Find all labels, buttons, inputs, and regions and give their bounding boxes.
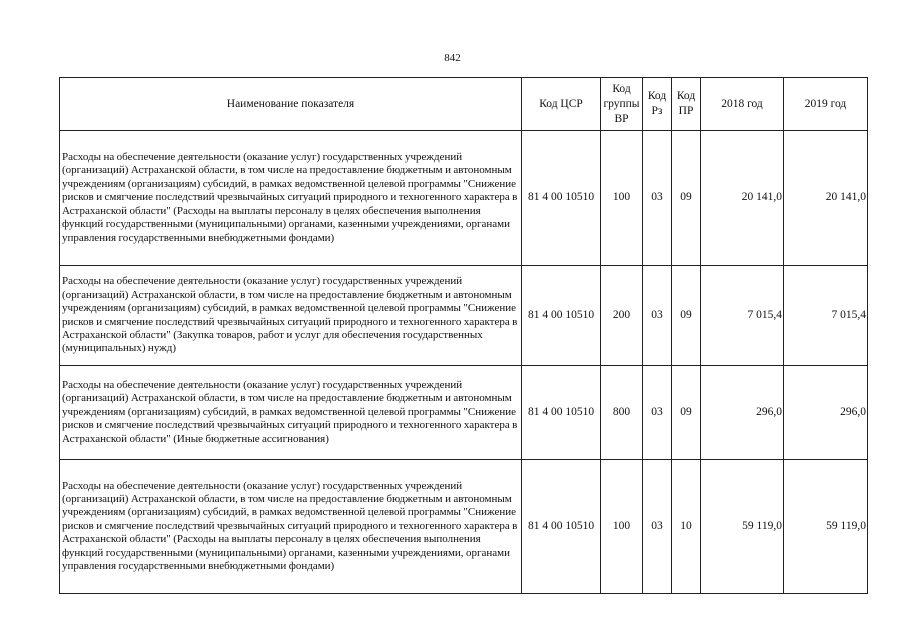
header-vr: Код группы ВР: [601, 78, 643, 131]
cell-csr: 81 4 00 10510: [522, 266, 601, 366]
header-rz: Код Рз: [643, 78, 672, 131]
cell-vr: 100: [601, 131, 643, 266]
cell-rz: 03: [643, 131, 672, 266]
cell-2018: 7 015,4: [701, 266, 784, 366]
cell-2018: 59 119,0: [701, 460, 784, 594]
cell-2018: 296,0: [701, 366, 784, 460]
cell-pr: 09: [672, 266, 701, 366]
cell-2019: 20 141,0: [784, 131, 868, 266]
header-2019: 2019 год: [784, 78, 868, 131]
header-name: Наименование показателя: [60, 78, 522, 131]
page-number: 842: [444, 52, 461, 64]
budget-table: [59, 77, 868, 594]
cell-pr: 09: [672, 131, 701, 266]
cell-2018: 20 141,0: [701, 131, 784, 266]
table-row: [60, 366, 868, 460]
table-row: [60, 266, 868, 366]
cell-rz: 03: [643, 366, 672, 460]
table-row: [60, 131, 868, 266]
cell-pr: 09: [672, 366, 701, 460]
cell-csr: 81 4 00 10510: [522, 460, 601, 594]
cell-rz: 03: [643, 460, 672, 594]
header-2018: 2018 год: [701, 78, 784, 131]
cell-vr: 200: [601, 266, 643, 366]
cell-name: Расходы на обеспечение деятельности (оказание услуг) государственных учреждений (организаций) Астраханской области, в том числе на предоставление бюджетным и автономным учреждениям (организациям) субсидий, в рамках ведомственной целевой программы "Снижение рисков и смягчение последствий чрезвычайных ситуаций природного и техногенного характера в Астраханской области" (Иные бюджетные ассигнования): [60, 366, 522, 460]
header-csr: Код ЦСР: [522, 78, 601, 131]
cell-pr: 10: [672, 460, 701, 594]
table-row: [60, 460, 868, 594]
table-header-row: [60, 78, 868, 131]
cell-name: Расходы на обеспечение деятельности (оказание услуг) государственных учреждений (организаций) Астраханской области, в том числе на предоставление бюджетным и автономным учреждениям (организациям) субсидий, в рамках ведомственной целевой программы "Снижение рисков и смягчение последствий чрезвычайных ситуаций природного и техногенного характера в Астраханской области" (Расходы на выплаты персоналу в целях обеспечения выполнения функций государственными (муниципальными) органами, казенными учреждениями, органами управления государственными внебюджетными фондами): [60, 460, 522, 594]
header-pr: Код ПР: [672, 78, 701, 131]
cell-csr: 81 4 00 10510: [522, 366, 601, 460]
cell-2019: 296,0: [784, 366, 868, 460]
cell-rz: 03: [643, 266, 672, 366]
cell-name: Расходы на обеспечение деятельности (оказание услуг) государственных учреждений (организаций) Астраханской области, в том числе на предоставление бюджетным и автономным учреждениям (организациям) субсидий, в рамках ведомственной целевой программы "Снижение рисков и смягчение последствий чрезвычайных ситуаций природного и техногенного характера в Астраханской области" (Расходы на выплаты персоналу в целях обеспечения выполнения функций государственными (муниципальными) органами, казенными учреждениями, органами управления государственными внебюджетными фондами): [60, 131, 522, 266]
cell-2019: 7 015,4: [784, 266, 868, 366]
cell-csr: 81 4 00 10510: [522, 131, 601, 266]
cell-vr: 800: [601, 366, 643, 460]
cell-vr: 100: [601, 460, 643, 594]
cell-2019: 59 119,0: [784, 460, 868, 594]
cell-name: Расходы на обеспечение деятельности (оказание услуг) государственных учреждений (организаций) Астраханской области, в том числе на предоставление бюджетным и автономным учреждениям (организациям) субсидий, в рамках ведомственной целевой программы "Снижение рисков и смягчение последствий чрезвычайных ситуаций природного и техногенного характера в Астраханской области" (Закупка товаров, работ и услуг для обеспечения государственных (муниципальных) нужд): [60, 266, 522, 366]
